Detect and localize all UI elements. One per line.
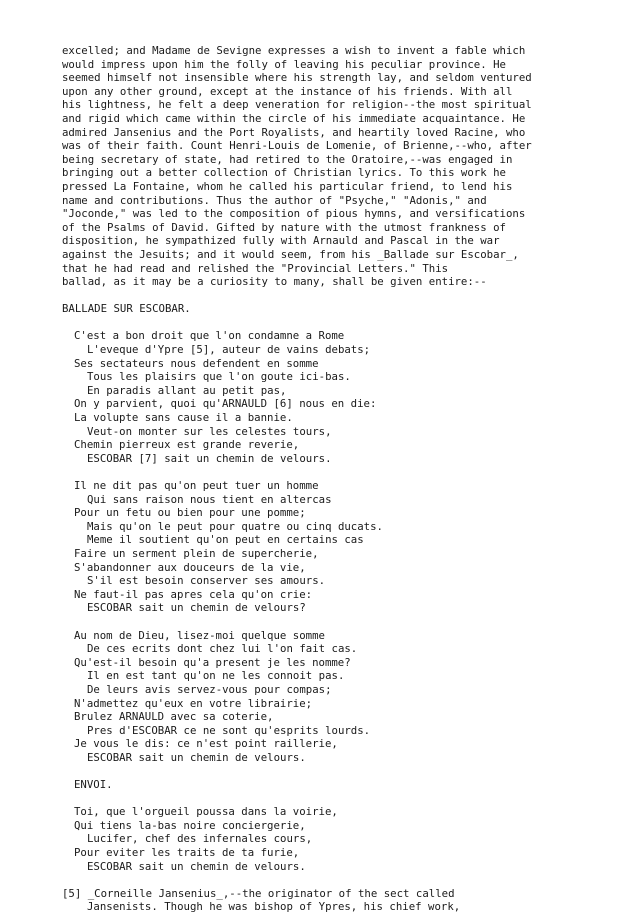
verse-line: Il en est tant qu'on ne les connoit pas. xyxy=(87,669,345,683)
footnote xyxy=(62,887,622,914)
ballad-stanza-2 xyxy=(62,479,622,615)
ballad-stanza-3 xyxy=(62,629,622,765)
verse-line: On y parvient, quoi qu'ARNAULD [6] nous en die: xyxy=(74,397,377,411)
verse-line: Il ne dit pas qu'on peut tuer un homme xyxy=(74,479,319,492)
verse-line: De leurs avis servez-vous pour compas; xyxy=(87,682,332,696)
verse-line: Toi, que l'orgueil poussa dans la voirie, xyxy=(74,805,338,819)
text-line: being secretary of state, had retired to the Oratoire,--was engaged in xyxy=(62,152,513,166)
footnote-line: [5] _Corneille Jansenius_,--the originator of the sect called xyxy=(62,886,455,900)
text-line: was of their faith. Count Henri-Louis de Lomenie, of Brienne,--who, after xyxy=(62,139,532,153)
intro-paragraph xyxy=(62,44,622,289)
verse-line: ESCOBAR [7] sait un chemin de velours. xyxy=(87,451,332,465)
envoi-stanza xyxy=(62,805,622,873)
verse-line: Qui tiens la-bas noire conciergerie, xyxy=(74,818,306,832)
verse-line: C'est a bon droit que l'on condamne a Rome xyxy=(74,329,345,343)
verse-line: Chemin pierreux est grande reverie, xyxy=(74,438,300,452)
document-page xyxy=(62,44,622,914)
text-line: bringing out a better collection of Christian lyrics. To this work he xyxy=(62,166,506,180)
verse-line: Je vous le dis: ce n'est point raillerie, xyxy=(74,737,338,751)
verse-line: N'admettez qu'eux en votre librairie; xyxy=(74,696,313,710)
ballad-title: BALLADE SUR ESCOBAR. xyxy=(62,302,191,316)
spacer xyxy=(62,764,622,778)
text-line: his lightness, he felt a deep veneration for religion--the most spiritual xyxy=(62,98,532,112)
spacer xyxy=(62,289,622,303)
ballad-stanza-1 xyxy=(62,329,622,465)
verse-line: Veut-on monter sur les celestes tours, xyxy=(87,424,332,438)
verse-line: La volupte sans cause il a bannie. xyxy=(74,411,293,425)
verse-line: ESCOBAR sait un chemin de velours. xyxy=(87,750,306,764)
text-line: name and contributions. Thus the author of "Psyche," "Adonis," and xyxy=(62,193,487,207)
verse-line: Ne faut-il pas apres cela qu'on crie: xyxy=(74,587,313,601)
spacer xyxy=(62,873,622,887)
text-line: that he had read and relished the "Provincial Letters." This xyxy=(62,261,449,275)
footnote-line: Jansenists. Though he was bishop of Ypres, his chief work, xyxy=(87,900,461,914)
verse-line: Lucifer, chef des infernales cours, xyxy=(87,832,313,846)
verse-line: Qui sans raison nous tient en altercas xyxy=(87,492,332,506)
verse-line: Pour un fetu ou bien pour une pomme; xyxy=(74,506,306,520)
verse-line: De ces ecrits dont chez lui l'on fait cas. xyxy=(87,642,358,656)
verse-line: Faire un serment plein de supercherie, xyxy=(74,546,319,560)
verse-line: S'il est besoin conserver ses amours. xyxy=(87,574,326,588)
verse-line: Au nom de Dieu, lisez-moi quelque somme xyxy=(74,628,325,642)
verse-line: Pour eviter les traits de ta furie, xyxy=(74,846,300,860)
spacer xyxy=(62,316,622,330)
spacer xyxy=(62,465,622,479)
verse-line: Brulez ARNAULD avec sa coterie, xyxy=(74,710,274,724)
verse-line: ESCOBAR sait un chemin de velours. xyxy=(87,859,306,873)
verse-line: ESCOBAR sait un chemin de velours? xyxy=(87,601,306,615)
text-line: seemed himself not insensible where his strength lay, and seldom ventured xyxy=(62,71,532,85)
text-line: admired Jansenius and the Port Royalists, and heartily loved Racine, who xyxy=(62,125,526,139)
verse-line: Ses sectateurs nous defendent en somme xyxy=(74,356,319,370)
envoi-title: ENVOI. xyxy=(74,778,113,792)
text-line: "Joconde," was led to the composition of pious hymns, and versifications xyxy=(62,207,526,221)
text-line: against the Jesuits; and it would seem, from his _Ballade sur Escobar_, xyxy=(62,247,519,261)
spacer xyxy=(62,615,622,629)
text-line: pressed La Fontaine, whom he called his particular friend, to lend his xyxy=(62,179,513,193)
text-line: ballad, as it may be a curiosity to many, shall be given entire:-- xyxy=(62,275,487,289)
text-line: upon any other ground, except at the instance of his friends. With all xyxy=(62,84,513,98)
verse-line: S'abandonner aux douceurs de la vie, xyxy=(74,560,306,574)
spacer xyxy=(62,792,622,806)
verse-line: Tous les plaisirs que l'on goute ici-bas. xyxy=(87,370,351,384)
verse-line: En paradis allant au petit pas, xyxy=(87,383,287,397)
text-line: of the Psalms of David. Gifted by nature with the utmost frankness of xyxy=(62,220,506,234)
verse-line: Pres d'ESCOBAR ce ne sont qu'esprits lourds. xyxy=(87,723,371,737)
verse-line: Meme il soutient qu'on peut en certains cas xyxy=(87,533,364,547)
verse-line: Qu'est-il besoin qu'a present je les nomme? xyxy=(74,655,351,669)
text-line: disposition, he sympathized fully with Arnauld and Pascal in the war xyxy=(62,234,500,248)
text-line: would impress upon him the folly of leaving his peculiar province. He xyxy=(62,57,506,71)
verse-line: L'eveque d'Ypre [5], auteur de vains debats; xyxy=(87,343,371,357)
text-line: and rigid which came within the circle of his immediate acquaintance. He xyxy=(62,111,526,125)
verse-line: Mais qu'on le peut pour quatre ou cinq ducats. xyxy=(87,519,383,533)
text-line: excelled; and Madame de Sevigne expresses a wish to invent a fable which xyxy=(62,44,526,57)
